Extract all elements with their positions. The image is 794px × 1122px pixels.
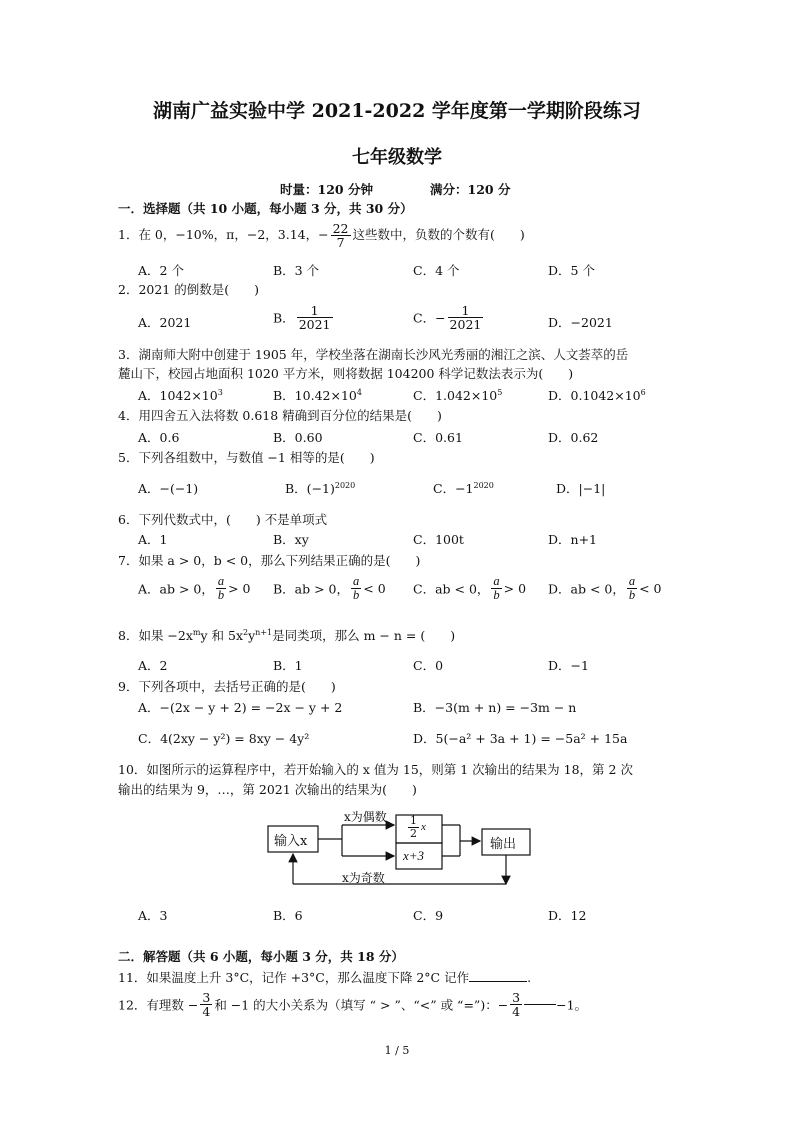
- question-4: 4．用四舍五入法将数 0.618 精确到百分位的结果是( ): [118, 408, 442, 423]
- q8-option-c[interactable]: C．0: [413, 658, 444, 673]
- q10-option-a[interactable]: A．3: [138, 908, 168, 923]
- q10-option-b[interactable]: B．6: [273, 908, 303, 923]
- q5-option-a[interactable]: A．−(−1): [138, 481, 199, 496]
- q1-option-a[interactable]: A．2 个: [138, 263, 184, 278]
- q2-option-c[interactable]: C．− $\frac{1}{2021}$: [413, 303, 482, 333]
- question-3-line1: 3．湖南师大附中创建于 1905 年，学校坐落在湖南长沙风光秀丽的湘江之滨、人文荟萃的岳: [118, 347, 629, 362]
- question-3-line2: 麓山下，校园占地面积 1020 平方米，则将数据 104200 科学记数法表示为( ): [118, 366, 574, 381]
- q1-stem: 1．在 0，−10%，π，−2，3.14，: [118, 227, 319, 243]
- q3-option-b[interactable]: B．$10.42\times 10^4$: [273, 387, 362, 403]
- q1-option-b[interactable]: B．3 个: [273, 263, 320, 278]
- q2-option-b[interactable]: B． $\frac{1}{2021}$: [273, 303, 331, 333]
- flow-plus3-box: x+3: [403, 848, 425, 863]
- q5-option-d[interactable]: D．|−1|: [556, 481, 606, 496]
- q9-option-c[interactable]: C．4(2xy − y²) = 8xy − 4y²: [138, 731, 310, 746]
- q4-option-d[interactable]: D．0.62: [548, 430, 599, 445]
- flow-half-box: $\frac{1}{2}$ x: [410, 814, 426, 840]
- flowchart-diagram: [260, 808, 540, 894]
- q9-option-a[interactable]: A．−(2x − y + 2) = −2x − y + 2: [138, 700, 343, 715]
- question-12: 12．有理数 − $\frac{3}{4}$ 和 −1 的大小关系为（填写 “ > ”、“<” 或 “=”)：− $\frac{3}{4}$ −1。: [118, 990, 588, 1020]
- q10-option-d[interactable]: D．12: [548, 908, 587, 923]
- q3-option-d[interactable]: D．$0.1042\times 10^6$: [548, 387, 646, 403]
- question-1: 1．在 0，−10%，π，−2，3.14，− $\frac{22}{7}$ 这些数中，负数的个数有( ): [118, 221, 525, 251]
- q2-option-d[interactable]: D．−2021: [548, 315, 613, 330]
- q2-option-a[interactable]: A．2021: [138, 315, 192, 330]
- flow-input-box: 输入x: [274, 834, 308, 849]
- q8-option-b[interactable]: B．1: [273, 658, 303, 673]
- q11-answer-blank[interactable]: [469, 981, 527, 982]
- q4-option-c[interactable]: C．0.61: [413, 430, 463, 445]
- question-5: 5．下列各组数中，与数值 −1 相等的是( ): [118, 450, 375, 465]
- section-heading: 一．选择题（共 10 小题，每小题 3 分，共 30 分）: [118, 201, 413, 216]
- flow-odd-label: x为奇数: [342, 871, 385, 885]
- q9-option-b[interactable]: B．−3(m + n) = −3m − n: [413, 700, 577, 715]
- page-title: 湖南广益实验中学 2021-2022 学年度第一学期阶段练习: [153, 100, 641, 122]
- section-heading-2: 二．解答题（共 6 小题，每小题 3 分，共 18 分）: [118, 949, 404, 964]
- question-11: 11．如果温度上升 3°C，记作 +3°C，那么温度下降 2°C 记作 .: [118, 970, 532, 985]
- q9-option-d[interactable]: D．5(−a² + 3a + 1) = −5a² + 15a: [413, 731, 628, 746]
- question-6: 6．下列代数式中，( ) 不是单项式: [118, 512, 328, 527]
- q10-option-c[interactable]: C．9: [413, 908, 444, 923]
- question-2: 2．2021 的倒数是( ): [118, 282, 259, 297]
- q7-option-b[interactable]: B．ab > 0， $\frac{a}{b}$ < 0: [273, 574, 386, 603]
- page-subtitle: 七年级数学: [352, 147, 442, 168]
- q5-option-b[interactable]: B．$(-1)^{2020}$: [285, 480, 356, 496]
- q1-fraction: $\frac{22}{7}$: [332, 221, 349, 251]
- question-10-line1: 10．如图所示的运算程序中，若开始输入的 x 值为 15，则第 1 次输出的结果为 18，第 2 次: [118, 762, 633, 777]
- q7-option-d[interactable]: D．ab < 0， $\frac{a}{b}$ < 0: [548, 574, 662, 603]
- q8-option-a[interactable]: A．2: [138, 658, 168, 673]
- q7-option-c[interactable]: C．ab < 0， $\frac{a}{b}$ > 0: [413, 574, 527, 603]
- q1-option-d[interactable]: D．5 个: [548, 263, 595, 278]
- question-7: 7．如果 a > 0，b < 0，那么下列结果正确的是( ): [118, 553, 421, 568]
- q12-answer-blank[interactable]: [524, 1004, 556, 1005]
- q7-option-a[interactable]: A．ab > 0， $\frac{a}{b}$ > 0: [138, 574, 251, 603]
- question-10-line2: 输出的结果为 9，…，第 2021 次输出的结果为( ): [118, 782, 417, 797]
- q4-option-b[interactable]: B．0.60: [273, 430, 323, 445]
- q3-option-c[interactable]: C．$1.042\times 10^5$: [413, 387, 503, 403]
- flow-even-label: x为偶数: [344, 810, 387, 824]
- q6-option-a[interactable]: A．1: [138, 532, 168, 547]
- q6-option-d[interactable]: D．n+1: [548, 532, 597, 547]
- flow-output-box: 输出: [490, 837, 517, 852]
- q6-option-b[interactable]: B．xy: [273, 532, 309, 547]
- exam-score: 满分：120 分: [430, 182, 511, 197]
- q1-option-c[interactable]: C．4 个: [413, 263, 460, 278]
- q6-option-c[interactable]: C．100t: [413, 532, 464, 547]
- q4-option-a[interactable]: A．0.6: [138, 430, 180, 445]
- question-8: 8．如果 $-2x^my$ 和 $5x^2y^{n+1}$是同类项，那么 m − n = ( ): [118, 627, 456, 643]
- exam-time: 时量：120 分钟: [280, 182, 373, 197]
- page-number: 1 / 5: [384, 1044, 410, 1057]
- q5-option-c[interactable]: C．$-1^{2020}$: [433, 480, 494, 496]
- question-9: 9．下列各项中，去括号正确的是( ): [118, 679, 336, 694]
- q3-option-a[interactable]: A．$1042\times 10^3$: [138, 387, 223, 403]
- q8-option-d[interactable]: D．−1: [548, 658, 589, 673]
